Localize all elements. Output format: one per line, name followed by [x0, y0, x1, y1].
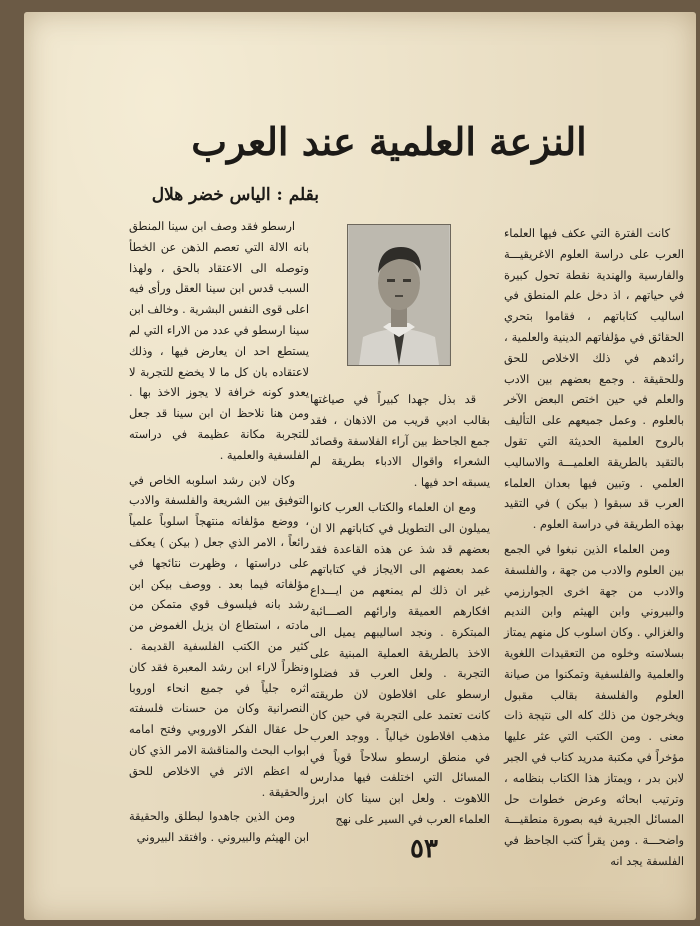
author-byline: بقلم : الياس خضر هلال: [151, 185, 319, 205]
paragraph: ومع ان العلماء والكتاب العرب كانوا يميلون الى التطويل في كتاباتهم الا ان بعضهم قد شذ عن هذه القاعدة فقد عمد بعضهم الى الايجاز في كتاباتهم غير ان ذلك لم يمنعهم من ايـــداع افكارهم العميقة وارائهم الصـــائبة المبتكرة . ونجد اساليبهم يميل الى الاخذ بالطريقة العملية المبنية على التجربة . ولعل العرب قد فضلوا ارسطو على افلاطون لان طريقته كانت تعتمد على التجربة في حين كان مذهب افلاطون خيالياً . ووجد العرب في منطق ارسطو سلاحاً قوياً في المسائل التي اختلفت فيها مدارس اللاهوت . ولعل ابن سينا كان ابرز العلماء العرب في السير على نهج: [310, 500, 490, 826]
paragraph: وكان لابن رشد اسلوبه الخاص في التوفيق بين الشريعة والفلسفة والادب ، ووضع مؤلفاته منتهجاً اسلوباً علمياً رائعاً ، الامر الذي جعل ( بيكن ) يعكف على دراستها ، وظهرت نتائجها في مؤلفاته فيما بعد . ووصف بيكن ابن رشد بانه فيلسوف قوي متمكن من مادته ، استطاع ان يزيل الغموض من كثير من الكتب الفلسفية القديمة . ونظراً لاراء ابن رشد المعبرة فقد كان اثره جلياً في جميع انحاء اوروبا النصرانية وكان من حسنات فلسفته حل عقال الفكر الاوروبي وفتح امامه ابواب البحث والمناقشة الامر الذي كان له اعظم الاثر في الاخلاص للحق والحقيقة .: [129, 473, 309, 799]
paragraph: كانت الفترة التي عكف فيها العلماء العرب على دراسة العلوم الاغريقيـــة والفارسية والهندية نقطة تحول كبيرة في حياتهم ، اذ دخل علم المنطق في اساليب كتاباتهم ، فقاموا بتحري الحقائق في مؤلفاتهم الدينية والعلمية ، رائدهم في ذلك الاخلاص للحق وللحقيقة . وجمع بعضهم بين الادب والعلم في حين اختص البعض الآخر بالعلوم . وعمل جميعهم على التأليف بالروح العلمية الحديثة التي تقول بالتقيد بالطريقة العلميـــة والاساليب العلمي . وتبين فيها بعدان العلماء العرب قد سبقوا ( بيكن ) في التقيد بهذه الطريقة في دراسة العلوم .: [504, 227, 684, 532]
paragraph: ومن العلماء الذين نبغوا في الجمع بين العلوم والادب من جهة ، والفلسفة والادب من جهة اخرى الجوارزمي والبيروني وابن الهيثم وابن النديم والغزالي . وكان اسلوب كل منهم يمتاز بسلاسته وخلوه من التعقيدات اللغوية والعلمية والفلسفية وتمكنوا من صيانة العلوم والفلسفة بقالب مقبول ويخرجون من ذلك كله الى نتيجة ذات معنى . ومن الكتب التي عثر عليها مؤخراً في مكتبة مدريد كتاب في الجبر لابن بدر ، ويمتاز هذا الكتاب بنظامه ، وترتيب ابحاثه وعرض خطوات حل المسائل الجبرية فيه بصورة منطقيـــة واضحـــة . ومن يقرأ كتب الجاحظ في الفلسفة يجد انه: [504, 542, 684, 868]
portrait-icon: [348, 225, 450, 365]
paragraph: ارسطو فقد وصف ابن سينا المنطق بانه الالة التي تعصم الذهن عن الخطأ وتوصله الى الاعتقاد بالحق ، ولهذا السبب قدس ابن سينا العقل ورأى فيه اعلى قوى النفس البشرية . وخالف ابن سينا ارسطو في عدد من الاراء التي لم يستطع احد ان يعارض فيها ، وذلك لاعتقاده بان كل ما لا يخضع للتجربة لا يعدو كونه خرافة لا يجوز الاخذ بها . ومن هنا نلاحظ ان ابن سينا قد جعل للتجربة مكانة عظيمة في دراسته الفلسفية والعلمية .: [129, 220, 309, 462]
text-column-right: [504, 224, 684, 868]
article-title: النزعة العلمية عند العرب: [191, 119, 587, 164]
text-column-middle: [310, 390, 490, 840]
paragraph: قد بذل جهدا كبيراً في صياغتها بقالب ادبي قريب من الاذهان ، فقد جمع الجاحظ بين آراء الفلاسفة وقصائد الشعراء واقوال الادباء بطريقة لم يسبقه احد فيها .: [310, 393, 490, 490]
author-portrait-photo: [347, 224, 451, 366]
text-column-left: [129, 217, 309, 882]
paragraph: ومن الذين جاهدوا لبطلق والحقيقة ابن الهيثم والبيروني . وافتقد البيروني: [129, 810, 309, 845]
page-number: ٥٣: [410, 834, 438, 864]
magazine-page: [24, 12, 696, 920]
